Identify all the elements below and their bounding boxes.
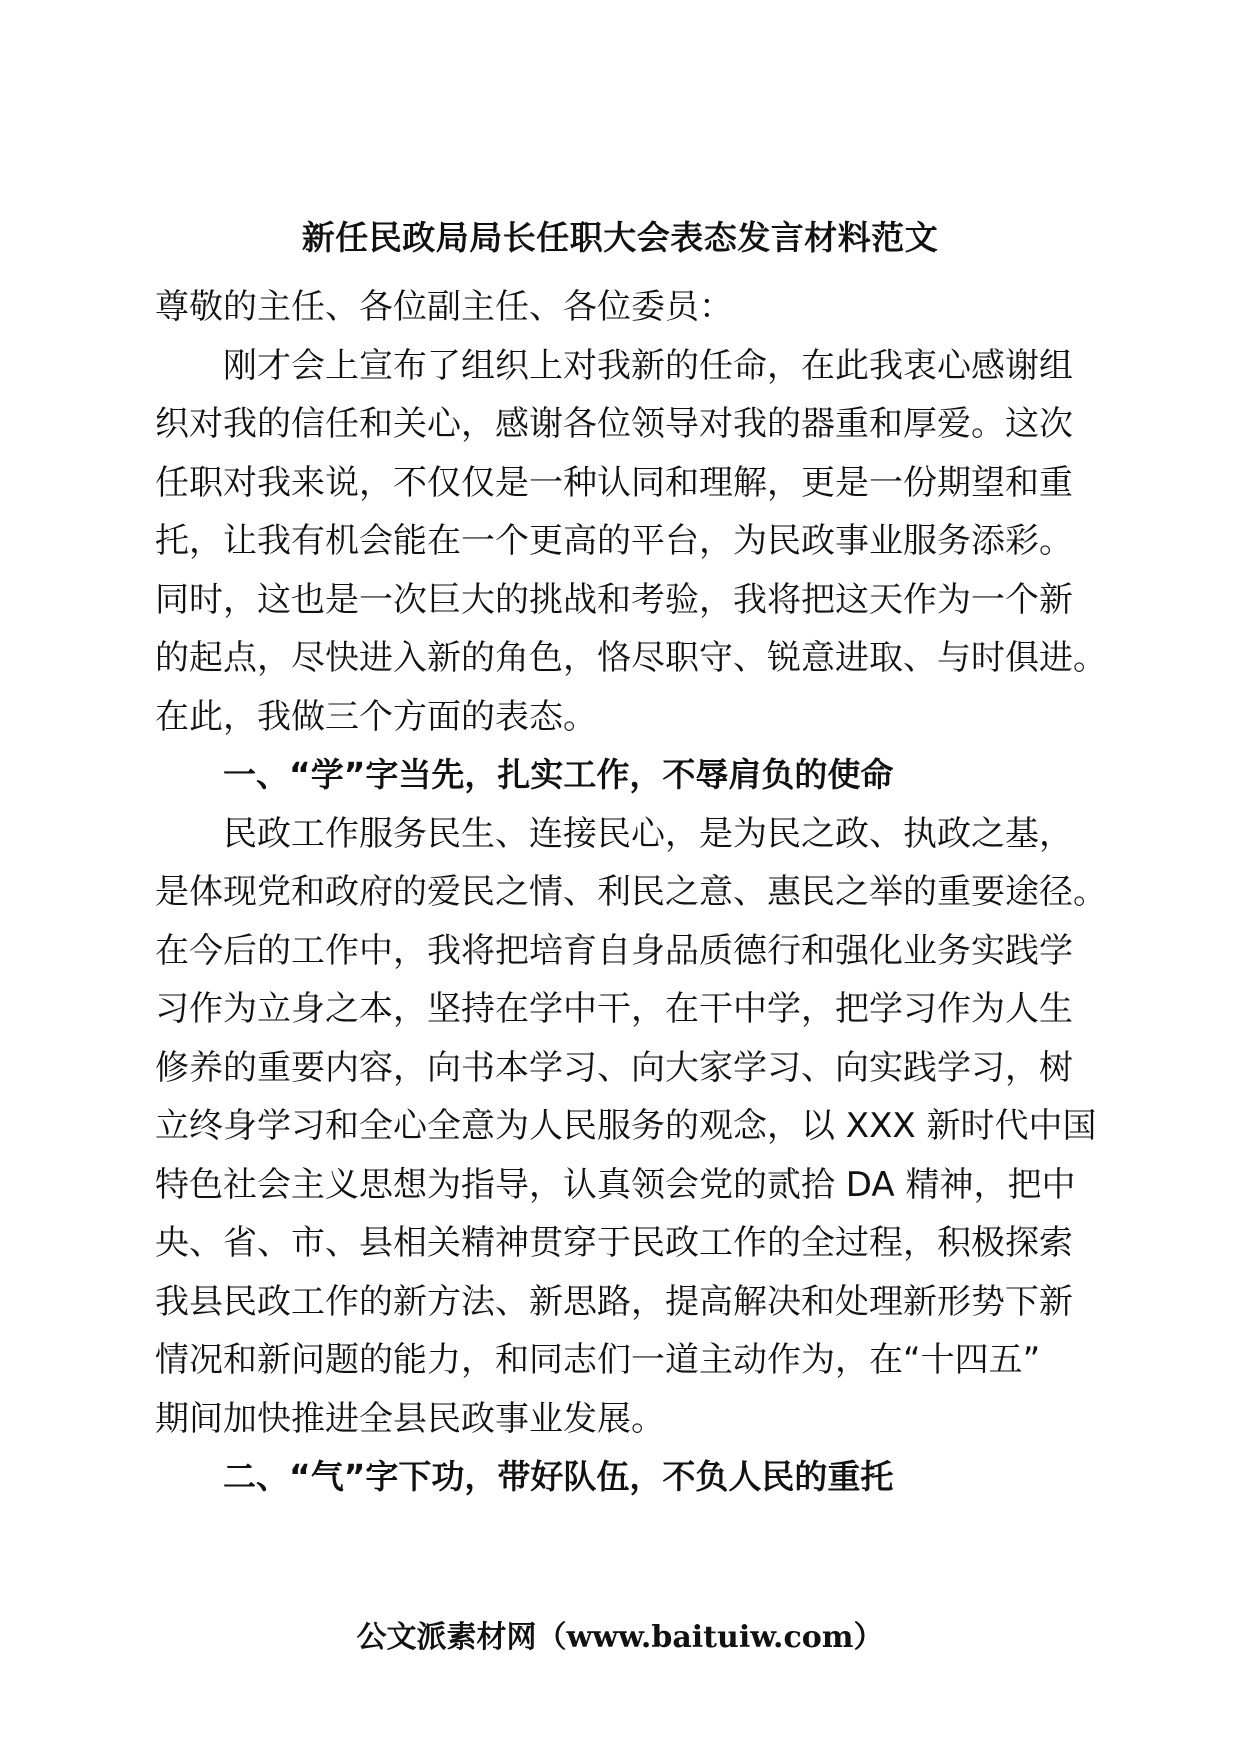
paragraph-line: 托，让我有机会能在一个更高的平台，为民政事业服务添彩。 — [155, 521, 1073, 561]
section-heading: 一、“学”字当先，扎实工作，不辱肩负的使命 — [223, 755, 894, 794]
paragraph-line: 刚才会上宣布了组织上对我新的任命，在此我衷心感谢组 — [223, 345, 1073, 386]
paragraph-line: 情况和新问题的能力，和同志们一道主动作为，在“十四五” — [155, 1340, 1041, 1380]
section-heading: 二、“气”字下功，带好队伍，不负人民的重托 — [223, 1457, 894, 1496]
footer-watermark: 公文派素材网（www.baituiw.com） — [356, 1620, 884, 1655]
paragraph-line: 我县民政工作的新方法、新思路，提高解决和处理新形势下新 — [155, 1281, 1073, 1322]
paragraph-line: 立终身学习和全心全意为人民服务的观念，以 XXX 新时代中国 — [155, 1106, 1097, 1146]
paragraph-line: 央、省、市、县相关精神贯穿于民政工作的全过程，积极探索 — [155, 1223, 1073, 1263]
paragraph-line: 特色社会主义思想为指导，认真领会党的贰拾 DA 精神，把中 — [155, 1164, 1076, 1205]
paragraph-line: 的起点，尽快进入新的角色，恪尽职守、锐意进取、与时俱进。 — [155, 638, 1107, 678]
paragraph-line: 任职对我来说，不仅仅是一种认同和理解，更是一份期望和重 — [155, 462, 1073, 503]
paragraph-line: 在此，我做三个方面的表态。 — [155, 696, 597, 737]
paragraph-line: 同时，这也是一次巨大的挑战和考验，我将把这天作为一个新 — [155, 579, 1073, 620]
paragraph-line: 是体现党和政府的爱民之情、利民之意、惠民之举的重要途径。 — [155, 872, 1107, 912]
paragraph-line: 尊敬的主任、各位副主任、各位委员： — [155, 287, 733, 327]
document-body — [155, 278, 1107, 1507]
paragraph-line: 期间加快推进全县民政事业发展。 — [155, 1398, 665, 1439]
paragraph-line: 织对我的信任和关心，感谢各位领导对我的器重和厚爱。这次 — [155, 404, 1073, 444]
paragraph-line: 修养的重要内容，向书本学习、向大家学习、向实践学习，树 — [155, 1047, 1073, 1088]
paragraph-line: 民政工作服务民生、连接民心，是为民之政、执政之基， — [223, 813, 1073, 854]
paragraph-line: 习作为立身之本，坚持在学中干，在干中学，把学习作为人生 — [155, 989, 1073, 1029]
document-title: 新任民政局局长任职大会表态发言材料范文 — [301, 218, 939, 257]
paragraph-line: 在今后的工作中，我将把培育自身品质德行和强化业务实践学 — [155, 930, 1073, 971]
